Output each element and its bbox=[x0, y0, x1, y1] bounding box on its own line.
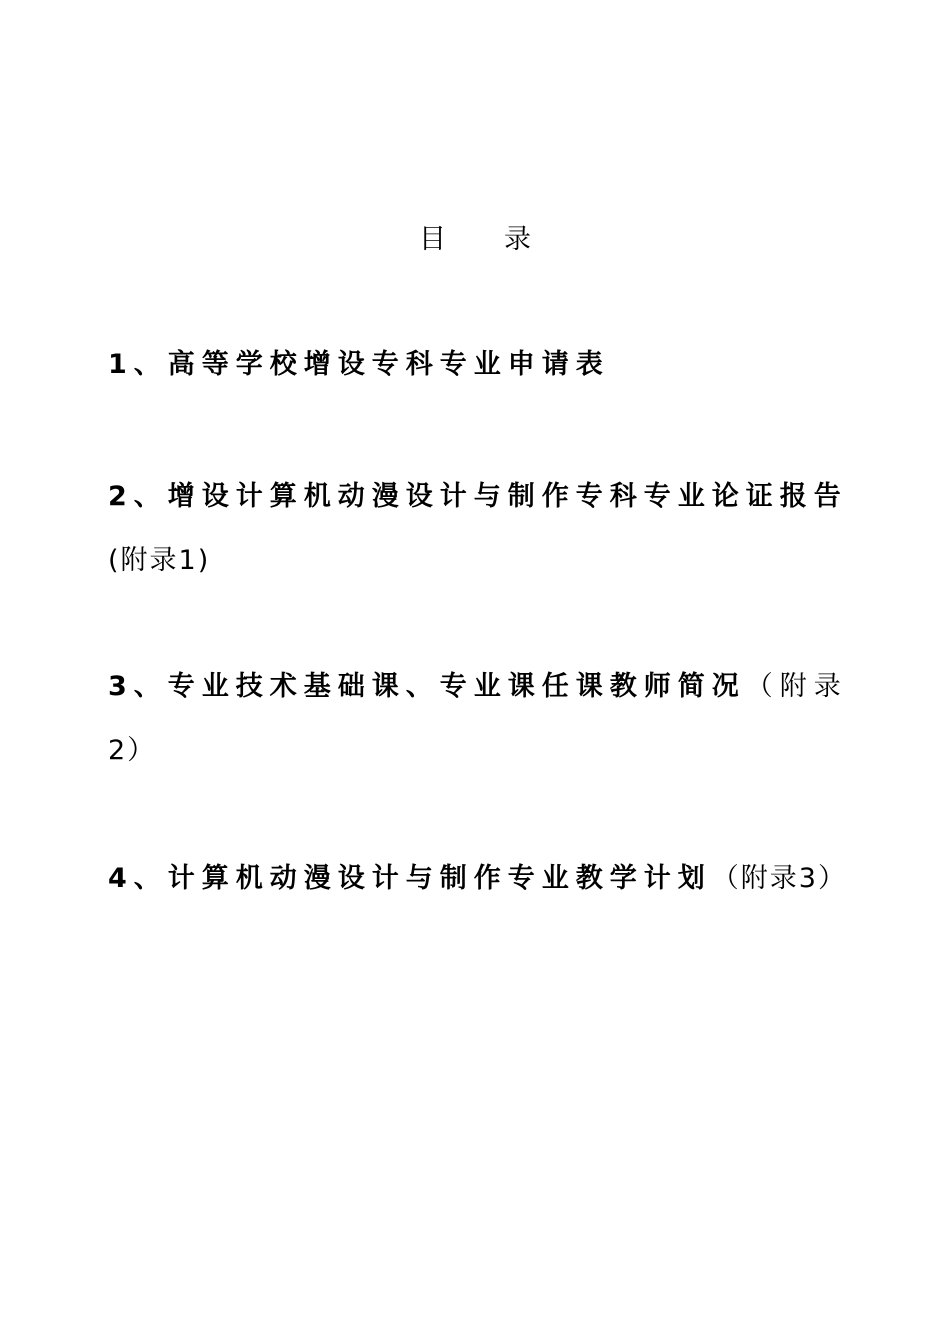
toc-item-number: 2、 bbox=[108, 481, 168, 512]
toc-line bbox=[108, 465, 848, 529]
toc-item-appendix: (附录1) bbox=[108, 545, 211, 576]
toc-item-text: 高等学校增设专科专业申请表 bbox=[167, 349, 610, 380]
toc-item-2 bbox=[108, 465, 848, 593]
toc-item-appendix: （附录3） bbox=[711, 863, 847, 894]
toc-line bbox=[108, 655, 848, 719]
toc-item-3 bbox=[108, 655, 848, 783]
page-title bbox=[0, 220, 950, 260]
toc-item-appendix: （附录 bbox=[745, 671, 848, 702]
title-char: 目 bbox=[419, 224, 446, 255]
toc-item-number: 4、 bbox=[108, 863, 168, 894]
toc-item-text: 增设计算机动漫设计与制作专科专业论证报告 bbox=[167, 481, 848, 512]
toc-line bbox=[108, 847, 848, 911]
toc-line bbox=[108, 333, 848, 397]
toc-item-number: 3、 bbox=[108, 671, 168, 702]
toc-item-1 bbox=[108, 333, 848, 397]
toc-item-number: 1、 bbox=[108, 349, 168, 380]
toc-item-text: 计算机动漫设计与制作专业教学计划 bbox=[167, 863, 712, 894]
toc-item-appendix-continued: 2） bbox=[108, 735, 157, 766]
toc-item-4 bbox=[108, 847, 848, 911]
title-char: 录 bbox=[504, 224, 531, 255]
toc-item-text: 专业技术基础课、专业课任课教师简况 bbox=[167, 671, 746, 702]
